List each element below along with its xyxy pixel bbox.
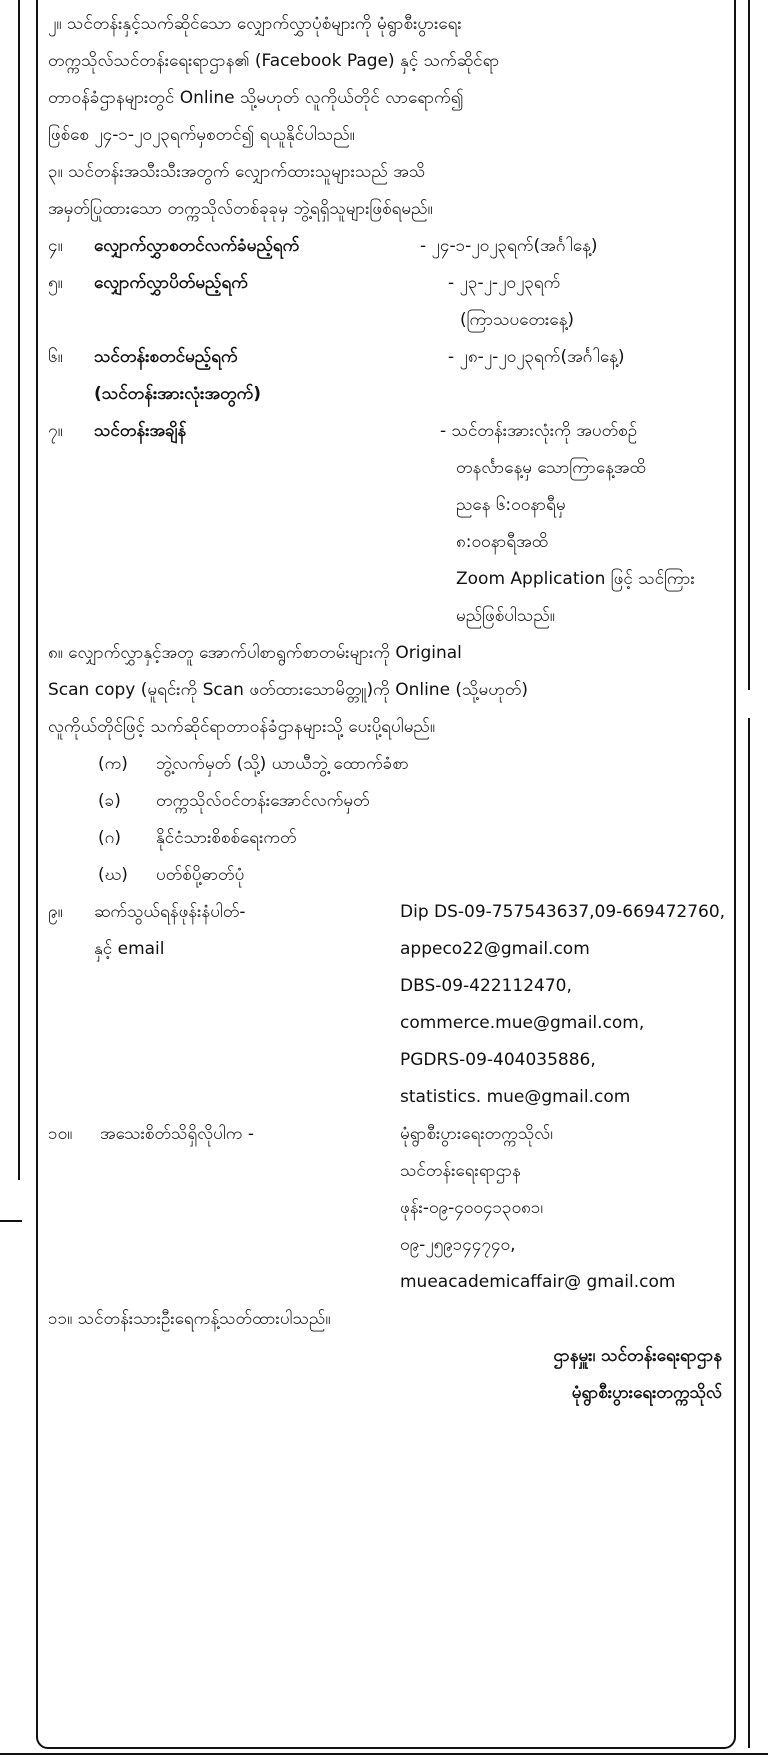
item-9-line: [48, 1079, 728, 1116]
doc-text: ပတ်စ်ပို့ဓာတ်ပုံ: [156, 865, 245, 885]
item-9: [48, 894, 728, 931]
signature-title: ဌာနမှူး၊ သင်တန်းရေးရာဌာန: [553, 1346, 722, 1366]
item-6: [48, 339, 728, 376]
item-value: ၈:၀၀နာရီအထိ: [456, 532, 549, 552]
item-10-line: [48, 1264, 728, 1301]
item-9-line: [48, 968, 728, 1005]
doc-item: [48, 783, 728, 820]
item-label: လျှောက်လွှာပိတ်မည့်ရက်: [94, 273, 248, 293]
para-2-line-3: တာဝန်ခံဌာနများတွင် Online သို့မဟုတ် လူကိုယ်တိုင် လာရောက်၍: [48, 88, 464, 108]
doc-letter: (က): [98, 754, 128, 774]
item-7-line: [48, 598, 728, 635]
item-number: ၄။: [48, 236, 63, 256]
doc-item: [48, 746, 728, 783]
right-page-edge: [748, 0, 750, 690]
item-10-line: [48, 1227, 728, 1264]
item-label: အသေးစိတ်သိရှိလိုပါက -: [100, 1124, 254, 1144]
doc-letter: (ဃ): [98, 865, 128, 885]
item-number: ၅။: [48, 273, 63, 293]
item-7-line: [48, 524, 728, 561]
item-10-line: [48, 1190, 728, 1227]
contact-phone: DBS-09-422112470,: [400, 976, 572, 996]
item-value: တနင်္လာနေ့မှ သောကြာနေ့အထိ: [456, 458, 646, 478]
item-7: [48, 413, 728, 450]
item-5-cont: [48, 302, 728, 339]
item-label: သင်တန်းစတင်မည့်ရက်: [94, 347, 238, 367]
contact-phone: PGDRS-09-404035886,: [400, 1050, 596, 1070]
item-value: - ၂၃-၂-၂၀၂၃ရက်: [448, 273, 561, 293]
item-value: မည်ဖြစ်ပါသည်။: [456, 606, 555, 626]
item-9-line: [48, 1005, 728, 1042]
item-value: သင်တန်းရေးရာဌာန: [400, 1161, 521, 1181]
item-value: Zoom Application ဖြင့် သင်ကြား: [456, 569, 695, 589]
para-2-line-2: တက္ကသိုလ်သင်တန်းရေးရာဌာန၏ (Facebook Page) နှင့် သက်ဆိုင်ရာ: [48, 51, 500, 71]
item-value: - သင်တန်းအားလုံးကို အပတ်စဉ်: [440, 421, 638, 441]
item-7-line: [48, 450, 728, 487]
item-value: မုံရွာစီးပွားရေးတက္ကသိုလ်၊: [400, 1124, 553, 1144]
contact-phone: Dip DS-09-757543637,09-669472760,: [400, 902, 726, 922]
para-3-line-1: ၃။ သင်တန်းအသီးသီးအတွက် လျှောက်ထားသူများသည် အသိ: [48, 162, 426, 182]
doc-item: [48, 820, 728, 857]
contact-email: appeco22@gmail.com: [400, 939, 590, 959]
para-8-line-1: ၈။ လျှောက်လွှာနှင့်အတူ အောက်ပါစာရွက်စာတမ်းများကို Original: [48, 643, 462, 663]
doc-text: နိုင်ငံသားစိစစ်ရေးကတ်: [156, 828, 297, 848]
para-2-line-4: ဖြစ်စေ ၂၄-၁-၂၀၂၃ရက်မှစတင်၍ ရယူနိုင်ပါသည်။: [48, 125, 355, 145]
item-value: ဖုန်း-၀၉-၄၀၀၄၁၃၀၈၁၊: [400, 1198, 544, 1218]
item-7-line: [48, 487, 728, 524]
item-label: လျှောက်လွှာစတင်လက်ခံမည့်ရက်: [94, 236, 300, 256]
bottom-rule: [0, 1753, 768, 1755]
doc-item: [48, 857, 728, 894]
right-page-edge-lower: [748, 718, 750, 1748]
para-2-line-1: ၂။ သင်တန်းနှင့်သက်ဆိုင်သော လျှောက်လွှာပုံစံများကို မုံရွာစီးပွားရေး: [48, 14, 462, 34]
left-page-edge-lower: [0, 1220, 22, 1222]
item-10: [48, 1116, 728, 1153]
notice-body: [48, 0, 728, 1412]
para-11: ၁၁။ သင်တန်းသားဦးရေကန့်သတ်ထားပါသည်။: [48, 1309, 331, 1329]
item-number: ၁၀။: [48, 1124, 73, 1144]
doc-letter: (ဂ): [98, 828, 121, 848]
item-value: - ၂၈-၂-၂၀၂၃ရက်(အင်္ဂါနေ့): [448, 347, 625, 367]
para-3-line-2: အမှတ်ပြုထားသော တက္ကသိုလ်တစ်ခုခုမှ ဘွဲ့ရရှိသူများဖြစ်ရမည်။: [48, 199, 433, 219]
item-label-cont: (သင်တန်းအားလုံးအတွက်): [94, 384, 262, 404]
item-9-line: [48, 1042, 728, 1079]
item-label-cont: နှင့် email: [94, 939, 165, 959]
item-number: ၉။: [48, 902, 63, 922]
doc-text: တက္ကသိုလ်ဝင်တန်းအောင်လက်မှတ်: [156, 791, 370, 811]
left-page-edge: [18, 0, 20, 1180]
item-number: ၆။: [48, 347, 63, 367]
item-4: [48, 228, 728, 265]
item-label: သင်တန်းအချိန်: [94, 421, 187, 441]
signature-university: မုံရွာစီးပွားရေးတက္ကသိုလ်: [571, 1383, 722, 1403]
contact-email: statistics. mue@gmail.com: [400, 1087, 631, 1107]
para-8-line-2: Scan copy (မူရင်းကို Scan ဖတ်ထားသောမိတ္တူ)ကို Online (သို့မဟုတ်): [48, 680, 529, 700]
para-8-line-3: လူကိုယ်တိုင်ဖြင့် သက်ဆိုင်ရာတာဝန်ခံဌာနများသို့ ပေးပို့ရပါမည်။: [48, 717, 435, 737]
item-9-line: [48, 931, 728, 968]
item-10-line: [48, 1153, 728, 1190]
item-value: - ၂၄-၁-၂၀၂၃ရက်(အင်္ဂါနေ့): [420, 236, 598, 256]
item-6-cont: [48, 376, 728, 413]
item-5: [48, 265, 728, 302]
item-label: ဆက်သွယ်ရန်ဖုန်းနံပါတ်-: [94, 902, 246, 922]
item-value: ၀၉-၂၅၉၁၄၄၇၄၀,: [400, 1235, 516, 1255]
item-value: mueacademicaffair@ gmail.com: [400, 1272, 676, 1292]
doc-text: ဘွဲ့လက်မှတ် (သို့) ယာယီဘွဲ့ ထောက်ခံစာ: [156, 754, 409, 774]
item-number: ၇။: [48, 421, 63, 441]
item-7-line: [48, 561, 728, 598]
doc-letter: (ခ): [98, 791, 121, 811]
contact-email: commerce.mue@gmail.com,: [400, 1013, 645, 1033]
item-value-weekday: (ကြာသပတေးနေ့): [460, 310, 575, 330]
item-value: ညနေ ၆:၀၀နာရီမှ: [456, 495, 566, 515]
